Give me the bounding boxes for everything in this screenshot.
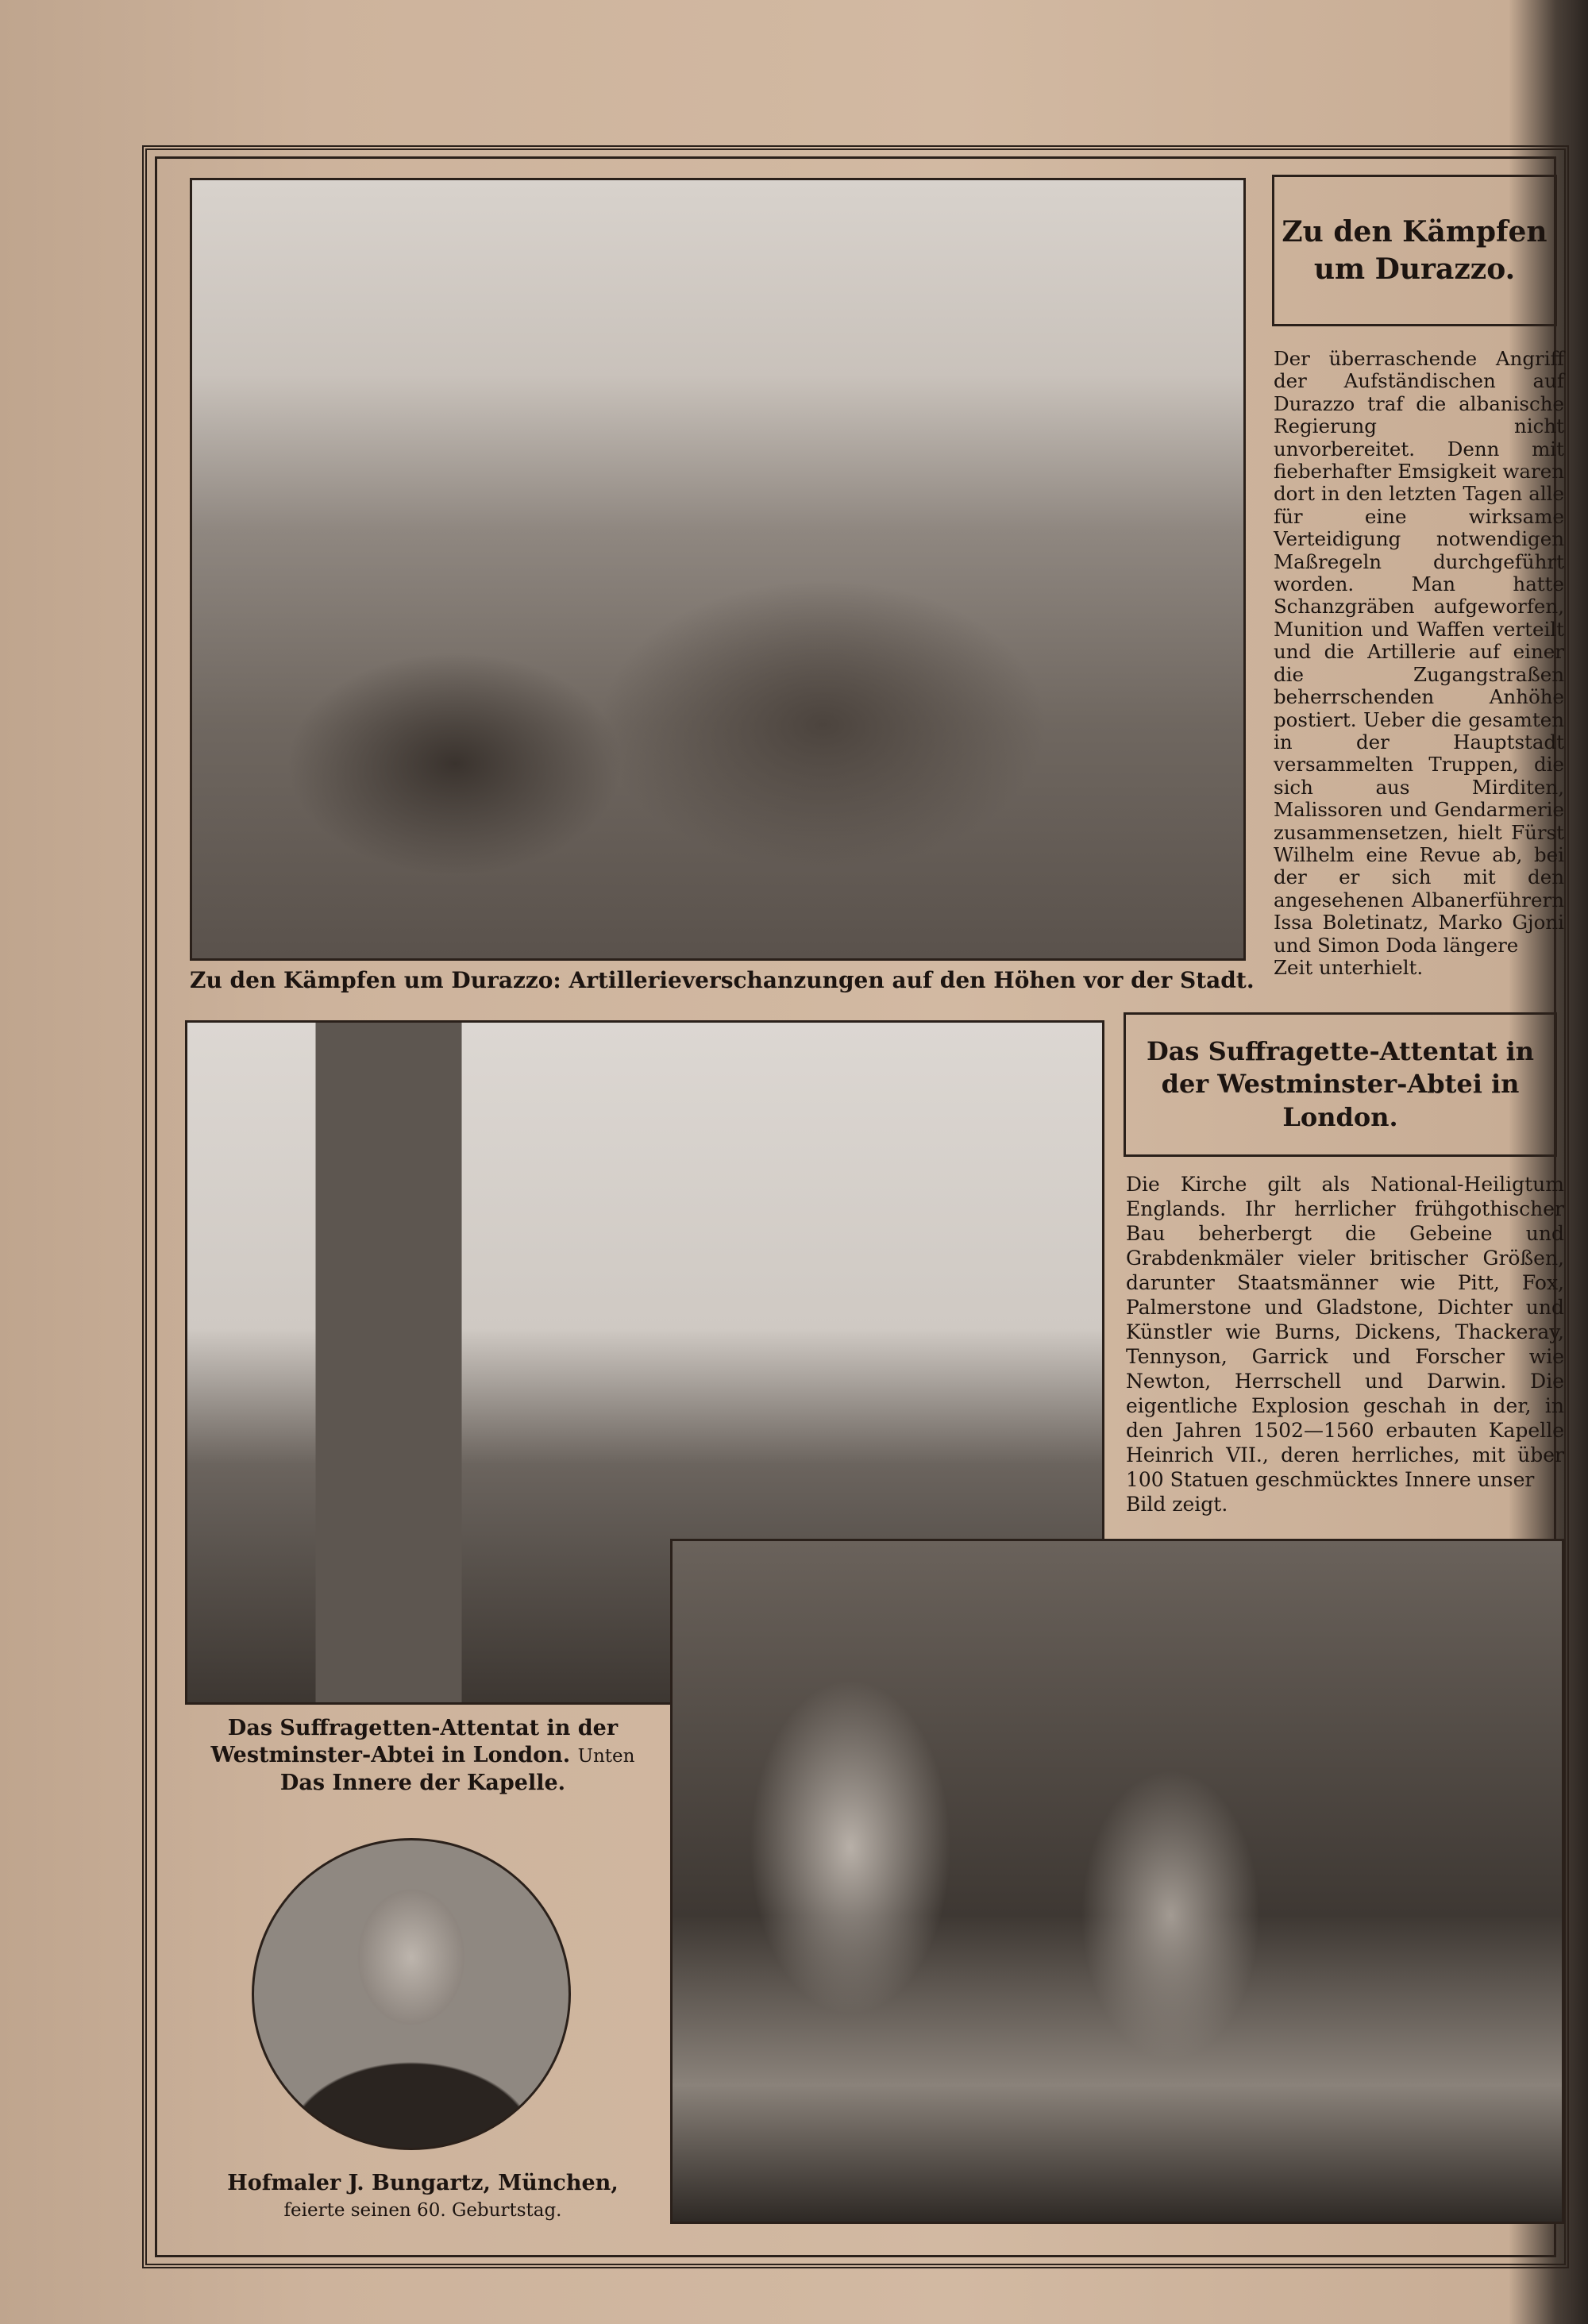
caption-westminster-small: Unten xyxy=(577,1746,635,1767)
photo-durazzo-artillery xyxy=(190,178,1246,961)
article-durazzo-text: Der überraschende Angriff der Aufständischen auf Durazzo traf die albanische Regierung nicht unvorbereitet. Denn mit fieberhafter Emsigkeit waren dort in den letzten Tagen alle für eine wirksame Verteidigung notwendigen Maßregeln durchgeführt worden. Man hatte Schanzgräben aufgeworfen, Munition und Waffen verteilt und die Artillerie auf einer die Zugangstraßen beherrschenden Anhöhe postiert. Ueber die gesamten in der Hauptstadt versammelten Truppen, die sich aus Mirditen, Malissoren und Gendarmerie zusammensetzen, hielt Fürst Wilhelm eine Revue ab, bei der er sich mit den angesehenen Albanerführern Issa Boletinatz, Marko Gjoni und Simon Doda längere xyxy=(1274,347,1564,957)
photo-chapel-interior xyxy=(670,1539,1564,2224)
caption-portrait-bold: Hofmaler J. Bungartz, München, xyxy=(227,2171,619,2195)
headline-durazzo-text: Zu den Kämpfen um Durazzo. xyxy=(1282,214,1548,286)
article-westminster-text-end: Bild zeigt. xyxy=(1126,1493,1228,1516)
headline-durazzo xyxy=(1272,175,1557,326)
headline-westminster-text: Das Suffragette-Attentat in der Westminster-Abtei in London. xyxy=(1146,1035,1535,1132)
headline-westminster xyxy=(1124,1012,1557,1157)
caption-westminster-bold: Das Suffragetten-Attentat in der Westminster-Abtei in London. xyxy=(210,1716,619,1767)
caption-portrait-small: feierte seinen 60. Geburtstag. xyxy=(283,2200,562,2221)
caption-portrait xyxy=(191,2170,655,2224)
caption-durazzo-photo: Zu den Kämpfen um Durazzo: Artillerieverschanzungen auf den Höhen vor der Stadt. xyxy=(190,967,1255,993)
article-westminster-text: Die Kirche gilt als National-Heiligtum Englands. Ihr herrlicher frühgothischer Bau beherbergt die Gebeine und Grabdenkmäler vieler britischer Größen, darunter Staatsmänner wie Pitt, Fox, Palmerstone und Gladstone, Dichter und Künstler wie Burns, Dickens, Thackeray, Tennyson, Garrick und Forscher wie Newton, Herrschell und Darwin. Die eigentliche Explosion geschah in der, in den Jahren 1502—1560 erbauten Kapelle Heinrich VII., deren herrliches, mit über 100 Statuen geschmücktes Innere unser xyxy=(1126,1173,1564,1491)
portrait-bungartz xyxy=(252,1838,571,2150)
article-westminster-body xyxy=(1126,1172,1564,1517)
caption-westminster-bold2: Das Innere der Kapelle. xyxy=(279,1771,566,1795)
article-durazzo-body xyxy=(1274,348,1564,979)
article-durazzo-text-end: Zeit unterhielt. xyxy=(1274,955,1424,979)
caption-westminster-photo xyxy=(191,1715,655,1797)
